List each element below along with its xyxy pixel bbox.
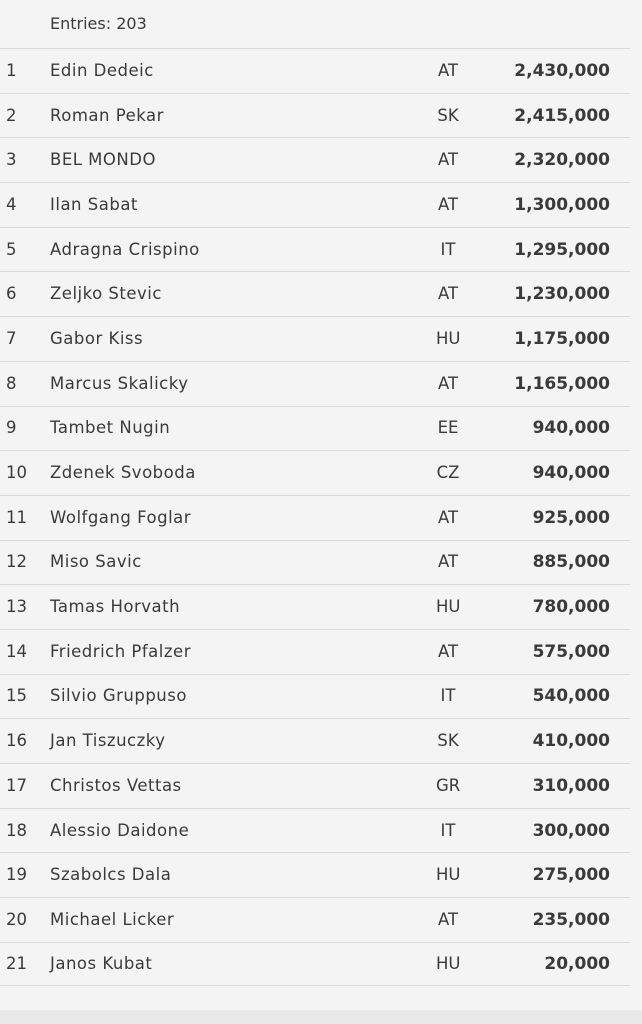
table-row	[0, 316, 630, 361]
chip-count-cell: 20,000	[544, 954, 610, 975]
rank-cell: 8	[6, 373, 17, 393]
player-name-cell: Friedrich Pfalzer	[50, 641, 191, 661]
table-row	[0, 361, 630, 406]
table-row	[0, 808, 630, 853]
table-row	[0, 674, 630, 719]
player-name-cell: Gabor Kiss	[50, 328, 144, 348]
table-row	[0, 763, 630, 808]
player-name-cell: Adragna Crispino	[50, 239, 200, 259]
chip-count-cell: 885,000	[532, 552, 610, 573]
player-name-cell: Tambet Nugin	[50, 418, 171, 438]
player-name-cell: Christos Vettas	[50, 775, 182, 795]
country-code-cell: IT	[440, 686, 456, 706]
chip-count-cell: 2,320,000	[514, 150, 610, 171]
chip-count-cell: 780,000	[532, 597, 610, 618]
country-code-cell: AT	[437, 552, 459, 572]
chip-count-cell: 300,000	[532, 820, 610, 841]
rank-cell: 20	[6, 909, 27, 929]
table-row	[0, 897, 630, 942]
table-row	[0, 450, 630, 495]
player-name-cell: Edin Dedeic	[50, 60, 154, 80]
table-row	[0, 182, 630, 227]
table-row	[0, 271, 630, 316]
rank-cell: 7	[6, 328, 17, 348]
table-row	[0, 584, 630, 629]
country-code-cell: AT	[437, 373, 459, 393]
table-row	[0, 718, 630, 763]
rank-cell: 16	[6, 731, 27, 751]
table-row	[0, 406, 630, 451]
table-row	[0, 629, 630, 674]
player-name-cell: Ilan Sabat	[50, 194, 138, 214]
player-name-cell: Tamas Horvath	[50, 597, 181, 617]
country-code-cell: AT	[437, 507, 459, 527]
player-name-cell: BEL MONDO	[50, 150, 156, 170]
rank-cell: 15	[6, 686, 27, 706]
rank-cell: 11	[6, 507, 27, 527]
table-row	[0, 942, 630, 987]
country-code-cell: HU	[436, 865, 461, 885]
results-table	[0, 48, 630, 986]
player-name-cell: Miso Savic	[50, 552, 142, 572]
rank-cell: 4	[6, 194, 17, 214]
rank-cell: 5	[6, 239, 17, 259]
rank-cell: 14	[6, 641, 27, 661]
rank-cell: 18	[6, 820, 27, 840]
chip-count-cell: 310,000	[532, 775, 610, 796]
player-name-cell: Jan Tiszuczky	[50, 731, 166, 751]
chip-count-cell: 1,230,000	[514, 284, 610, 305]
chip-count-cell: 940,000	[532, 463, 610, 484]
chip-count-cell: 925,000	[532, 507, 610, 528]
rank-cell: 6	[6, 284, 17, 304]
chip-count-cell: 1,165,000	[514, 373, 610, 394]
chip-count-cell: 940,000	[532, 418, 610, 439]
rank-cell: 17	[6, 775, 27, 795]
chip-count-cell: 1,175,000	[514, 328, 610, 349]
country-code-cell: GR	[436, 775, 461, 795]
country-code-cell: CZ	[436, 463, 460, 483]
table-row	[0, 137, 630, 182]
country-code-cell: HU	[436, 597, 461, 617]
player-name-cell: Michael Licker	[50, 909, 175, 929]
rank-cell: 10	[6, 463, 27, 483]
chip-count-cell: 540,000	[532, 686, 610, 707]
chip-count-cell: 1,300,000	[514, 194, 610, 215]
rank-cell: 13	[6, 597, 27, 617]
player-name-cell: Szabolcs Dala	[50, 865, 172, 885]
table-row	[0, 495, 630, 540]
rank-cell: 12	[6, 552, 27, 572]
rank-cell: 19	[6, 865, 27, 885]
country-code-cell: HU	[436, 328, 461, 348]
entries-count: Entries: 203	[50, 14, 147, 33]
chip-count-cell: 410,000	[532, 731, 610, 752]
chip-count-cell: 235,000	[532, 909, 610, 930]
table-row	[0, 852, 630, 897]
player-name-cell: Wolfgang Foglar	[50, 507, 192, 527]
country-code-cell: AT	[437, 284, 459, 304]
country-code-cell: EE	[437, 418, 459, 438]
bottom-bar	[0, 1010, 642, 1024]
rank-cell: 21	[6, 954, 27, 974]
chip-count-cell: 1,295,000	[514, 239, 610, 260]
player-name-cell: Marcus Skalicky	[50, 373, 189, 393]
country-code-cell: AT	[437, 194, 459, 214]
country-code-cell: AT	[437, 909, 459, 929]
chip-count-cell: 2,430,000	[514, 60, 610, 81]
table-row	[0, 93, 630, 138]
player-name-cell: Roman Pekar	[50, 105, 164, 125]
player-name-cell: Zeljko Stevic	[50, 284, 162, 304]
country-code-cell: AT	[437, 60, 459, 80]
player-name-cell: Zdenek Svoboda	[50, 463, 196, 483]
country-code-cell: SK	[437, 105, 459, 125]
country-code-cell: IT	[440, 820, 456, 840]
player-name-cell: Silvio Gruppuso	[50, 686, 187, 706]
table-row	[0, 540, 630, 585]
table-row	[0, 227, 630, 272]
rank-cell: 9	[6, 418, 17, 438]
player-name-cell: Alessio Daidone	[50, 820, 190, 840]
country-code-cell: IT	[440, 239, 456, 259]
rank-cell: 1	[6, 60, 17, 80]
country-code-cell: AT	[437, 641, 459, 661]
country-code-cell: HU	[436, 954, 461, 974]
country-code-cell: SK	[437, 731, 459, 751]
table-row	[0, 48, 630, 93]
rank-cell: 3	[6, 150, 17, 170]
chip-count-cell: 575,000	[532, 641, 610, 662]
player-name-cell: Janos Kubat	[50, 954, 153, 974]
rank-cell: 2	[6, 105, 17, 125]
chip-count-cell: 2,415,000	[514, 105, 610, 126]
country-code-cell: AT	[437, 150, 459, 170]
chip-count-cell: 275,000	[532, 865, 610, 886]
